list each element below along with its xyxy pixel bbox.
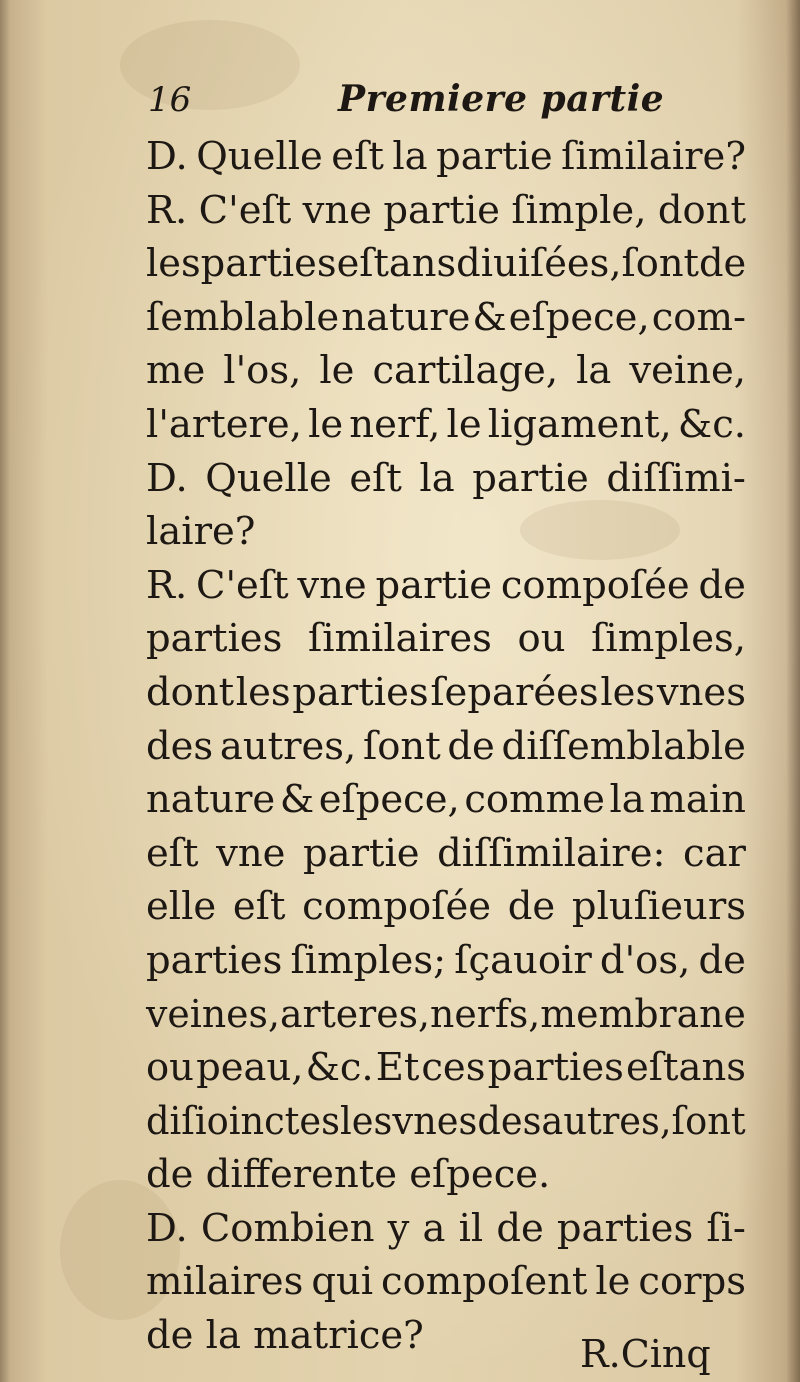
text-line-content: eſt vne partie diſſimilaire: car <box>146 830 746 876</box>
text-line <box>146 720 746 774</box>
page-header <box>148 78 748 128</box>
text-line <box>146 934 746 988</box>
text-line-content: R. C'eſt vne partie ſimple, dont <box>146 187 746 233</box>
text-line <box>146 1202 746 1256</box>
text-line <box>146 344 746 398</box>
text-line-content: D. Quelle eſt la partie diſſimi- <box>146 455 746 501</box>
text-line-content: milaires qui compoſent le corps <box>146 1259 746 1305</box>
text-line-content: l'artere, le nerf, le ligament, &c. <box>146 401 746 447</box>
text-line <box>146 773 746 827</box>
text-line-content: parties ſimples; ſçauoir d'os, de <box>146 937 746 983</box>
text-line <box>146 827 746 881</box>
text-line-content: me l'os, le cartilage, la veine, <box>146 348 746 394</box>
text-line <box>146 398 746 452</box>
text-line-content: laire? <box>146 509 256 555</box>
text-line-content: lespartieseſtansdiuiſées,ſontde <box>146 241 747 287</box>
text-line <box>146 1255 746 1309</box>
body-text <box>146 130 746 1363</box>
text-line-content: diſioincteslesvnesdesautres,ſont <box>146 1098 746 1144</box>
text-line-content: veines,arteres,nerfs,membrane <box>146 991 746 1037</box>
text-line-content: D. Quelle eſt la partie ſimilaire? <box>146 134 746 179</box>
text-line <box>146 559 746 613</box>
page-edge-shadow <box>786 0 800 1382</box>
text-line-content: de differente eſpece. <box>146 1152 551 1198</box>
text-line <box>146 1041 746 1095</box>
text-line <box>146 1148 746 1202</box>
text-line <box>146 505 746 559</box>
text-line <box>146 1095 746 1149</box>
catchword: R.Cinq <box>580 1332 711 1376</box>
text-line <box>146 452 746 506</box>
text-line <box>146 612 746 666</box>
text-line-content: parties ſimilaires ou ſimples, <box>146 616 746 662</box>
text-line <box>146 184 746 238</box>
text-line <box>146 988 746 1042</box>
text-line-content: D. Combien y a il de parties ſi- <box>146 1205 746 1251</box>
text-line-content: dont les parties ſeparées les vnes <box>146 669 746 715</box>
text-line-content: ſemblable nature & eſpece, com- <box>146 294 746 340</box>
text-line-content: nature & eſpece, comme la main <box>146 777 746 823</box>
text-line <box>146 130 746 184</box>
text-line-content: des autres, ſont de diſſemblable <box>146 723 746 769</box>
text-line <box>146 291 746 345</box>
text-line <box>146 666 746 720</box>
text-line <box>146 237 746 291</box>
text-line-content: elle eſt compoſée de pluſieurs <box>146 884 746 930</box>
text-line <box>146 880 746 934</box>
running-title: Premiere partie <box>338 78 665 120</box>
page-number: 16 <box>148 80 192 120</box>
page-gutter-shadow <box>0 0 10 1382</box>
text-line-content: de la matrice? <box>146 1313 424 1359</box>
text-line-content: ou peau, &c. Et ces parties eſtans <box>146 1045 746 1091</box>
text-line-content: R. C'eſt vne partie compoſée de <box>146 562 746 608</box>
